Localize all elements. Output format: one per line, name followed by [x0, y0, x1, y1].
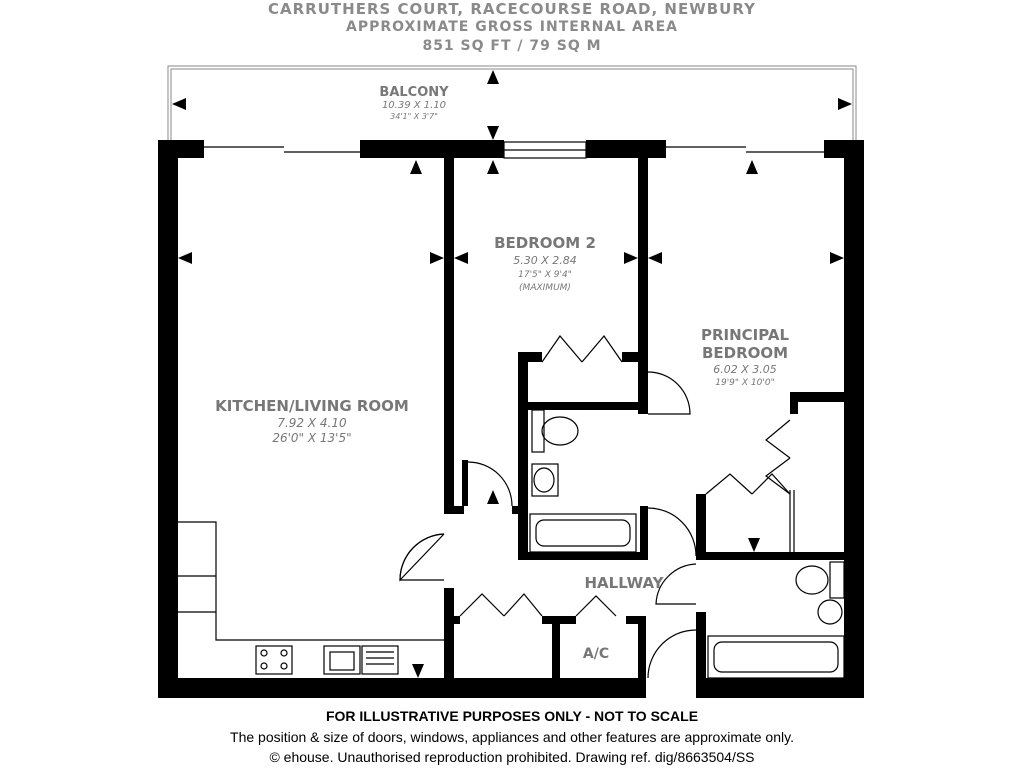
address-title: CARRUTHERS COURT, RACECOURSE ROAD, NEWBURY: [268, 0, 756, 18]
kitchen-living-dimensions-metric: 7.92 X 4.10: [277, 416, 347, 430]
balcony-dimensions-metric: 10.39 X 1.10: [381, 100, 447, 111]
kitchen-fittings: [178, 522, 444, 674]
principal-bedroom-label-line1: PRINCIPAL: [700, 326, 790, 344]
kitchen-living-dimensions-imperial: 26'0" X 13'5": [272, 431, 352, 445]
balcony-label: BALCONY: [379, 85, 449, 100]
bedroom2-dimensions-imperial: 17'5" X 9'4": [518, 270, 572, 280]
principal-bedroom-dimensions-metric: 6.02 X 3.05: [713, 363, 777, 376]
hallway-label: HALLWAY: [584, 574, 664, 592]
bedroom2-dimensions-metric: 5.30 X 2.84: [513, 254, 577, 267]
area-value: 851 SQ FT / 79 SQ M: [422, 38, 602, 54]
bathroom-fixtures: [530, 410, 844, 678]
internal-walls: [444, 154, 864, 680]
sliding-doors: [204, 142, 824, 158]
principal-bedroom-dimensions-imperial: 19'9" X 10'0": [715, 378, 775, 388]
area-subtitle: APPROXIMATE GROSS INTERNAL AREA: [346, 19, 678, 35]
bedroom2-label: BEDROOM 2: [494, 234, 596, 252]
copyright-note: © ehouse. Unauthorised reproduction prohibited. Drawing ref. dig/8663504/SS: [269, 749, 755, 765]
balcony-outline: [168, 66, 856, 140]
kitchen-living-label: KITCHEN/LIVING ROOM: [215, 397, 409, 415]
principal-bedroom-label-line2: BEDROOM: [701, 344, 789, 362]
disclaimer-note: The position & size of doors, windows, appliances and other features are approximate only.: [230, 729, 794, 745]
outer-walls: [158, 140, 864, 698]
balcony-dimensions-imperial: 34'1" X 3'7": [390, 112, 438, 121]
disclaimer-heading: FOR ILLUSTRATIVE PURPOSES ONLY - NOT TO SCALE: [325, 708, 699, 724]
ac-cupboard-label: A/C: [582, 646, 610, 662]
bedroom2-note: (MAXIMUM): [519, 283, 571, 293]
